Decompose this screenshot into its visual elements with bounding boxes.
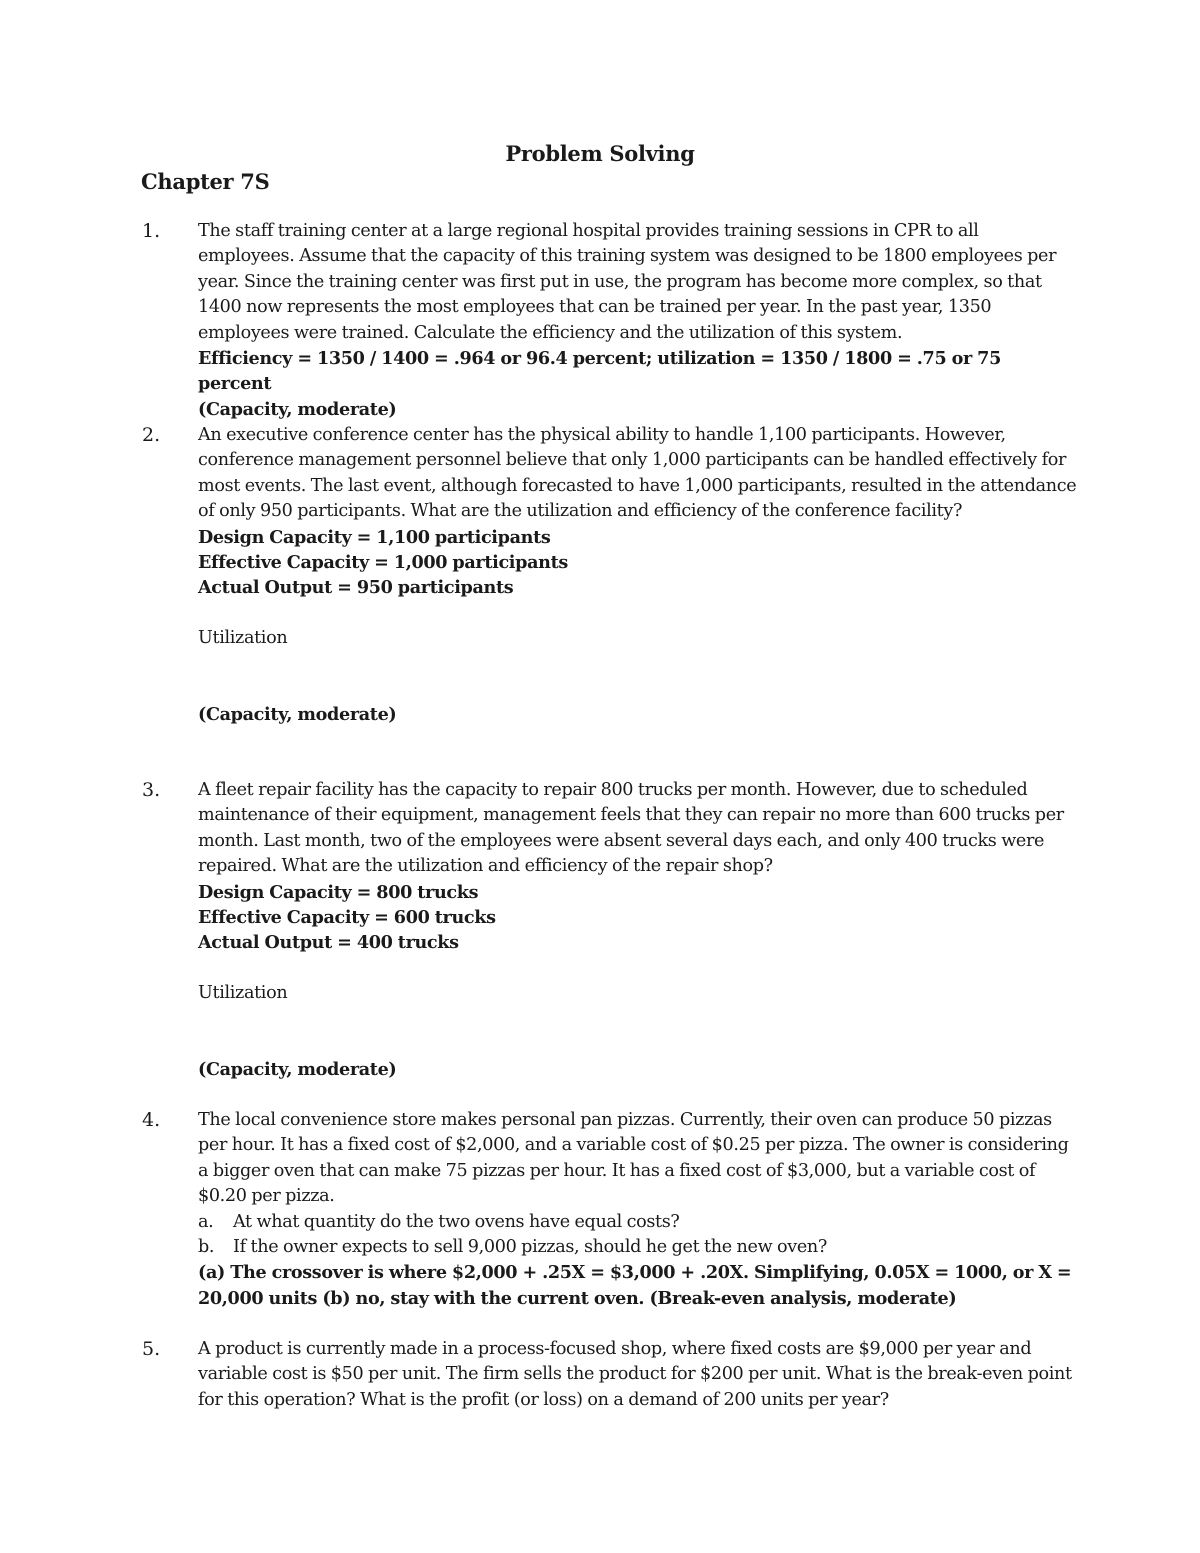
- question-4-answer: (a) The crossover is where $2,000 + .25X = $3,000 + .20X. Simplifying, 0.05X = 1000, or X = 20,000 units (b) no, stay with the current oven. (Break-even analysis, moderate): [198, 1262, 1072, 1309]
- question-3-effective-capacity: Effective Capacity = 600 trucks: [198, 907, 496, 929]
- question-5: [198, 1337, 1078, 1413]
- option-letter: a.: [198, 1211, 214, 1232]
- question-number-3: 3.: [142, 779, 161, 801]
- question-number-5: 5.: [142, 1338, 161, 1360]
- question-2: [198, 423, 1078, 728]
- question-number-1: 1.: [142, 220, 161, 242]
- question-1-text: The staff training center at a large regional hospital provides training sessions in CPR to all employees. Assume that the capacity of this training system was designed to be 1800 employees per year. Since the training center was first put in use, the program has become more complex, so that 1400 now represents the most employees that can be trained per year. In the past year, 1350 employees were trained. Calculate the efficiency and the utilization of this system.: [198, 221, 1057, 343]
- question-number-4: 4.: [142, 1109, 161, 1131]
- question-1-answer: Efficiency = 1350 / 1400 = .964 or 96.4 percent; utilization = 1350 / 1800 = .75 or 75 percent: [198, 348, 1001, 395]
- question-3-tag: (Capacity, moderate): [198, 1059, 397, 1081]
- question-3: [198, 778, 1078, 1083]
- question-2-tag: (Capacity, moderate): [198, 704, 397, 726]
- question-2-design-capacity: Design Capacity = 1,100 participants: [198, 526, 551, 548]
- question-4: [198, 1108, 1078, 1311]
- question-3-actual-output: Actual Output = 400 trucks: [198, 932, 459, 954]
- question-4-option-b: [198, 1235, 1078, 1260]
- question-number-2: 2.: [142, 424, 161, 446]
- question-3-utilization-label: Utilization: [198, 983, 288, 1004]
- question-4-option-a: [198, 1210, 1078, 1235]
- question-1-tag: (Capacity, moderate): [198, 398, 397, 420]
- question-4-text: The local convenience store makes personal pan pizzas. Currently, their oven can produce 50 pizzas per hour. It has a fixed cost of $2,000, and a variable cost of $0.25 per pizza. The owner is considering a bigger oven that can make 75 pizzas per hour. It has a fixed cost of $3,000, but a variable cost of $0.20 per pizza.: [198, 1110, 1069, 1207]
- question-5-text: A product is currently made in a process-focused shop, where fixed costs are $9,000 per year and variable cost is $50 per unit. The firm sells the product for $200 per unit. What is the break-even point for this operation? What is the profit (or loss) on a demand of 200 units per year?: [198, 1339, 1072, 1410]
- option-text: At what quantity do the two ovens have equal costs?: [233, 1211, 680, 1232]
- page-title: Problem Solving: [505, 141, 695, 166]
- option-letter: b.: [198, 1237, 215, 1258]
- question-2-utilization-label: Utilization: [198, 628, 288, 649]
- option-text: If the owner expects to sell 9,000 pizzas, should he get the new oven?: [233, 1237, 827, 1258]
- question-2-text: An executive conference center has the physical ability to handle 1,100 participants. However, conference management personnel believe that only 1,000 participants can be handled effectively for most events. The last event, although forecasted to have 1,000 participants, resulted in the attendance of only 950 participants. What are the utilization and efficiency of the conference facility?: [198, 425, 1077, 522]
- chapter-heading: Chapter 7S: [141, 169, 270, 194]
- question-3-text: A fleet repair facility has the capacity to repair 800 trucks per month. However, due to scheduled maintenance of their equipment, management feels that they can repair no more than 600 trucks per month. Last month, two of the employees were absent several days each, and only 400 trucks were repaired. What are the utilization and efficiency of the repair shop?: [198, 780, 1064, 877]
- question-2-effective-capacity: Effective Capacity = 1,000 participants: [198, 552, 568, 574]
- question-3-design-capacity: Design Capacity = 800 trucks: [198, 881, 479, 903]
- question-2-actual-output: Actual Output = 950 participants: [198, 577, 514, 599]
- question-1: [198, 219, 1078, 422]
